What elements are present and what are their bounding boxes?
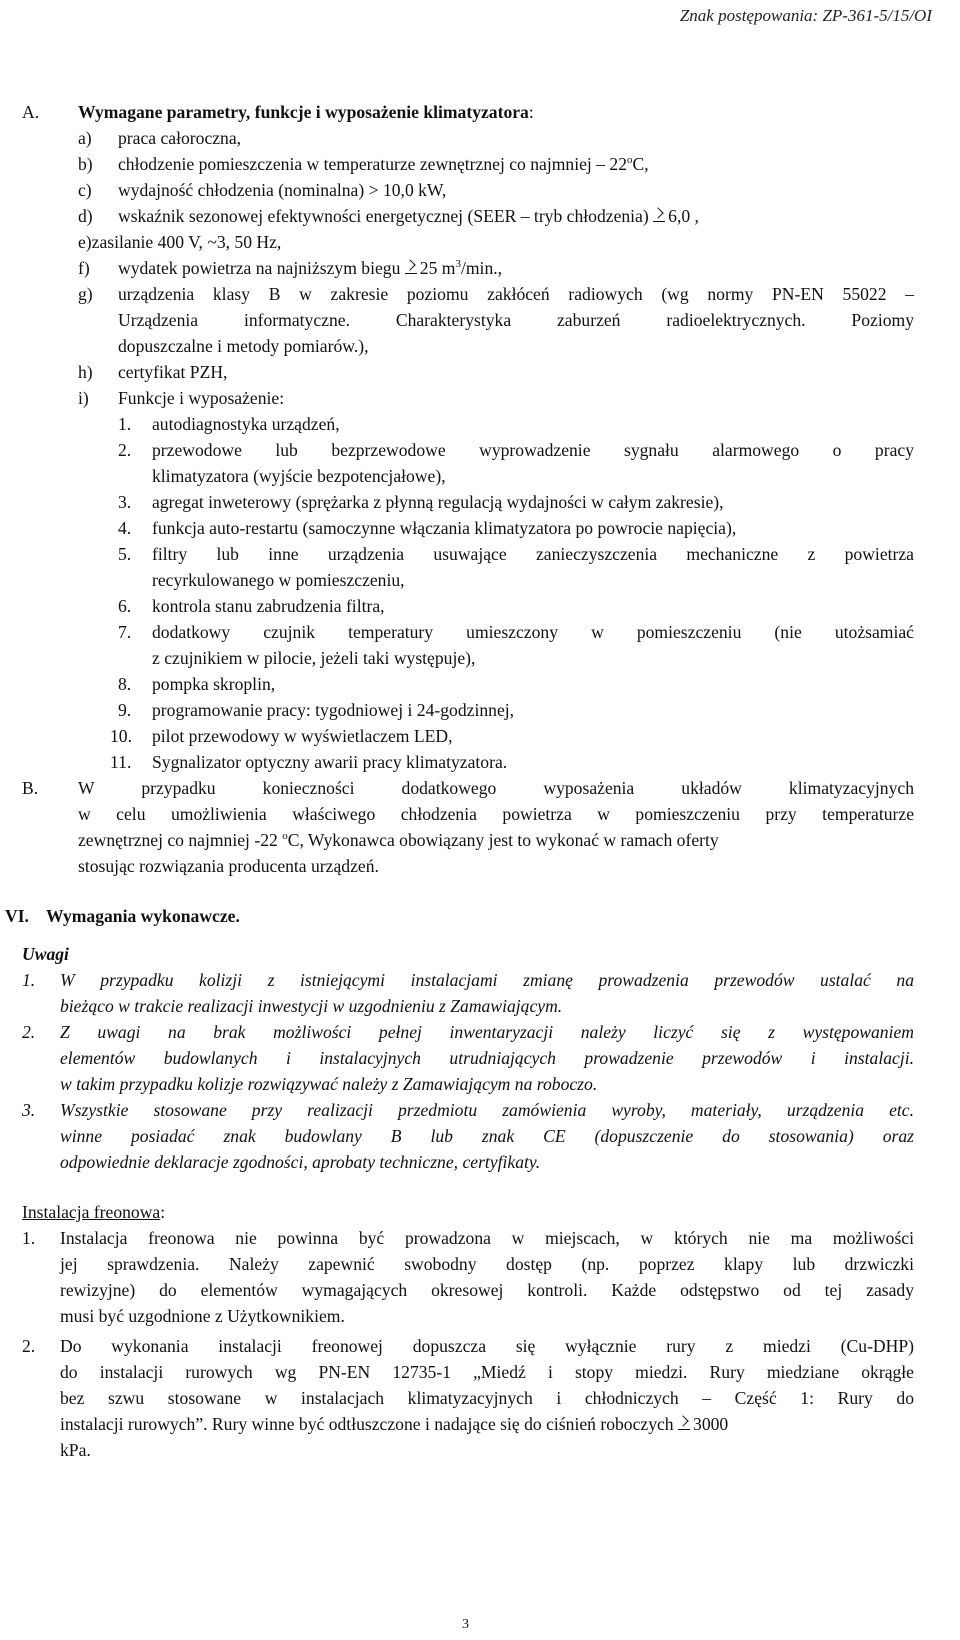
freon-heading-text: Instalacja freonowa: [22, 1202, 161, 1222]
item-f-value: 25 m: [419, 258, 456, 278]
item-b-marker: b): [78, 154, 93, 174]
item-h-text: certyfikat PZH,: [118, 362, 228, 382]
item-d: [78, 203, 699, 229]
item-i-text: Funkcje i wyposażenie:: [118, 388, 285, 408]
function-num: 7.: [118, 622, 132, 642]
section-vi-title: Wymagania wykonawcze.: [46, 906, 240, 926]
function-num: 8.: [118, 674, 132, 694]
note-line: elementów budowlanych i instalacyjnych utrudniających prowadzenie przewodów i instalacji.: [60, 1048, 914, 1068]
section-b-label: B.: [22, 778, 39, 798]
item-b-text: chłodzenie pomieszczenia w temperaturze zewnętrznej co najmniej – 22: [118, 154, 627, 174]
item-b-degree: o: [627, 154, 633, 167]
item-g-marker: g): [78, 284, 93, 304]
item-c: [78, 177, 446, 203]
item-a-marker: a): [78, 128, 92, 148]
function-num: 10.: [110, 726, 132, 746]
function-num: 6.: [118, 596, 132, 616]
note-line: winne posiadać znak budowlany B lub znak CE (dopuszczenie do stosowania) oraz: [60, 1126, 914, 1146]
item-i: [78, 385, 284, 411]
section-b-line-3-rest: C, Wykonawca obowiązany jest to wykonać w ramach oferty: [287, 830, 719, 850]
function-text: funkcja auto-restartu (samoczynne włączania klimatyzatora po powrocie napięcia),: [152, 518, 737, 538]
note-line: bieżąco w trakcie realizacji inwestycji w uzgodnieniu z Zamawiającym.: [60, 996, 563, 1016]
section-a-title: [78, 99, 534, 125]
note-line: Z uwagi na brak możliwości pełnej inwentaryzacji należy liczyć się z występowaniem: [60, 1022, 914, 1042]
item-a-text: praca całoroczna,: [118, 128, 242, 148]
function-num: 3.: [118, 492, 132, 512]
function-num: 4.: [118, 518, 132, 538]
section-vi-label: VI.: [5, 906, 29, 926]
freon-heading-colon: :: [160, 1202, 166, 1222]
freon-pressure-value: 3000: [693, 1414, 729, 1434]
function-text: autodiagnostyka urządzeń,: [152, 414, 340, 434]
greater-equal-icon: [653, 208, 665, 224]
note-line: odpowiednie deklaracje zgodności, aprobaty techniczne, certyfikaty.: [60, 1152, 541, 1172]
freon-line-last: [60, 1411, 728, 1437]
function-num: 5.: [118, 544, 132, 564]
item-f-marker: f): [78, 258, 90, 278]
item-b: [78, 151, 649, 177]
note-line: W przypadku kolizji z istniejącymi instalacjami zmianę prowadzenia przewodów ustalać na: [60, 970, 914, 990]
section-b-line-3-text: zewnętrznej co najmniej -22: [78, 830, 283, 850]
freon-line: Do wykonania instalacji freonowej dopuszcza się wyłącznie rury z miedzi (Cu-DHP): [60, 1336, 914, 1356]
note-num: 1.: [22, 970, 36, 990]
function-text: Sygnalizator optyczny awarii pracy klimatyzatora.: [152, 752, 508, 772]
function-text: filtry lub inne urządzenia usuwające zanieczyszczenia mechaniczne z powietrza: [152, 544, 914, 564]
function-text: pompka skroplin,: [152, 674, 276, 694]
note-num: 2.: [22, 1022, 36, 1042]
note-num: 3.: [22, 1100, 36, 1120]
function-num: 11.: [110, 752, 132, 772]
freon-item-num: 2.: [22, 1336, 36, 1356]
freon-line-tail: kPa.: [60, 1440, 91, 1460]
item-g-line-1: urządzenia klasy B w zakresie poziomu zakłóceń radiowych (wg normy PN-EN 55022 –: [118, 284, 914, 304]
page-number: 3: [462, 1617, 469, 1632]
item-f-exponent: 3: [455, 258, 461, 271]
greater-equal-icon: [678, 1416, 690, 1432]
function-num: 1.: [118, 414, 132, 434]
freon-line-last-text: instalacji rurowych”. Rury winne być odtłuszczone i nadające się do ciśnień roboczych: [60, 1414, 674, 1434]
item-e: e)zasilanie 400 V, ~3, 50 Hz,: [78, 232, 282, 252]
greater-equal-icon: [405, 260, 417, 276]
section-b-line-1: W przypadku konieczności dodatkowego wyposażenia układów klimatyzacyjnych: [78, 778, 914, 798]
section-b-line-4: stosując rozwiązania producenta urządzeń.: [78, 856, 379, 876]
freon-line: jej sprawdzenia. Należy zapewnić swobodny dostęp (np. poprzez klapy lub drzwiczki: [60, 1254, 914, 1274]
section-a-label: A.: [22, 102, 40, 122]
freon-line: musi być uzgodnione z Użytkownikiem.: [60, 1306, 345, 1326]
function-text-cont: z czujnikiem w pilocie, jeżeli taki występuje),: [152, 648, 476, 668]
note-line: Wszystkie stosowane przy realizacji przedmiotu zamówienia wyroby, materiały, urządzenia etc.: [60, 1100, 914, 1120]
item-d-marker: d): [78, 206, 93, 226]
function-text: dodatkowy czujnik temperatury umieszczony w pomieszczeniu (nie utożsamiać: [152, 622, 914, 642]
function-text: pilot przewodowy w wyświetlaczem LED,: [152, 726, 453, 746]
item-i-marker: i): [78, 388, 89, 408]
item-h-marker: h): [78, 362, 93, 382]
function-text-cont: klimatyzatora (wyjście bezpotencjałowe),: [152, 466, 446, 486]
item-f-text: wydatek powietrza na najniższym biegu: [118, 258, 401, 278]
function-text: kontrola stanu zabrudzenia filtra,: [152, 596, 385, 616]
section-b-line-3: [78, 827, 719, 853]
function-text: agregat inweterowy (sprężarka z płynną regulacją wydajności w całym zakresie),: [152, 492, 724, 512]
note-line: w takim przypadku kolizje rozwiązywać należy z Zamawiającym na roboczo.: [60, 1074, 598, 1094]
freon-item-num: 1.: [22, 1228, 36, 1248]
function-text-cont: recyrkulowanego w pomieszczeniu,: [152, 570, 405, 590]
section-b-line-2: w celu umożliwienia właściwego chłodzenia powietrza w pomieszczeniu przy temperaturze: [78, 804, 914, 824]
freon-heading: [22, 1199, 165, 1225]
item-f-unit: /min.,: [460, 258, 503, 278]
function-num: 9.: [118, 700, 132, 720]
case-number-header: Znak postępowania: ZP-361-5/15/OI: [679, 6, 932, 25]
freon-line: rewizyjne) do elementów wymagających okresowej kontroli. Każde odstępstwo od tej zasady: [60, 1280, 914, 1300]
item-a: [78, 125, 241, 151]
freon-line: do instalacji rurowych wg PN-EN 12735-1 „Miedź i stopy miedzi. Rury miedziane okrągłe: [60, 1362, 914, 1382]
freon-line: Instalacja freonowa nie powinna być prowadzona w miejscach, w których nie ma możliwości: [60, 1228, 914, 1248]
function-text: przewodowe lub bezprzewodowe wyprowadzenie sygnału alarmowego o pracy: [152, 440, 914, 460]
section-a-title-colon: :: [528, 102, 534, 122]
item-g-line-2: Urządzenia informatyczne. Charakterystyka zaburzeń radioelektrycznych. Poziomy: [118, 310, 914, 330]
section-a-title-text: Wymagane parametry, funkcje i wyposażenie klimatyzatora: [78, 102, 529, 122]
item-d-value: 6,0 ,: [668, 206, 699, 226]
function-num: 2.: [118, 440, 132, 460]
item-d-text: wskaźnik sezonowej efektywności energetycznej (SEER – tryb chłodzenia): [118, 206, 649, 226]
section-b-degree: o: [282, 830, 288, 843]
notes-heading: Uwagi: [22, 944, 69, 964]
freon-line: bez szwu stosowane w instalacjach klimatyzacyjnych i chłodniczych – Część 1: Rury do: [60, 1388, 914, 1408]
item-c-text: wydajność chłodzenia (nominalna) > 10,0 kW,: [118, 180, 447, 200]
item-b-unit: C,: [632, 154, 649, 174]
item-g-line-3: dopuszczalne i metody pomiarów.),: [118, 336, 369, 356]
item-h: [78, 359, 227, 385]
item-f: [78, 255, 502, 281]
item-c-marker: c): [78, 180, 92, 200]
function-text: programowanie pracy: tygodniowej i 24-godzinnej,: [152, 700, 515, 720]
